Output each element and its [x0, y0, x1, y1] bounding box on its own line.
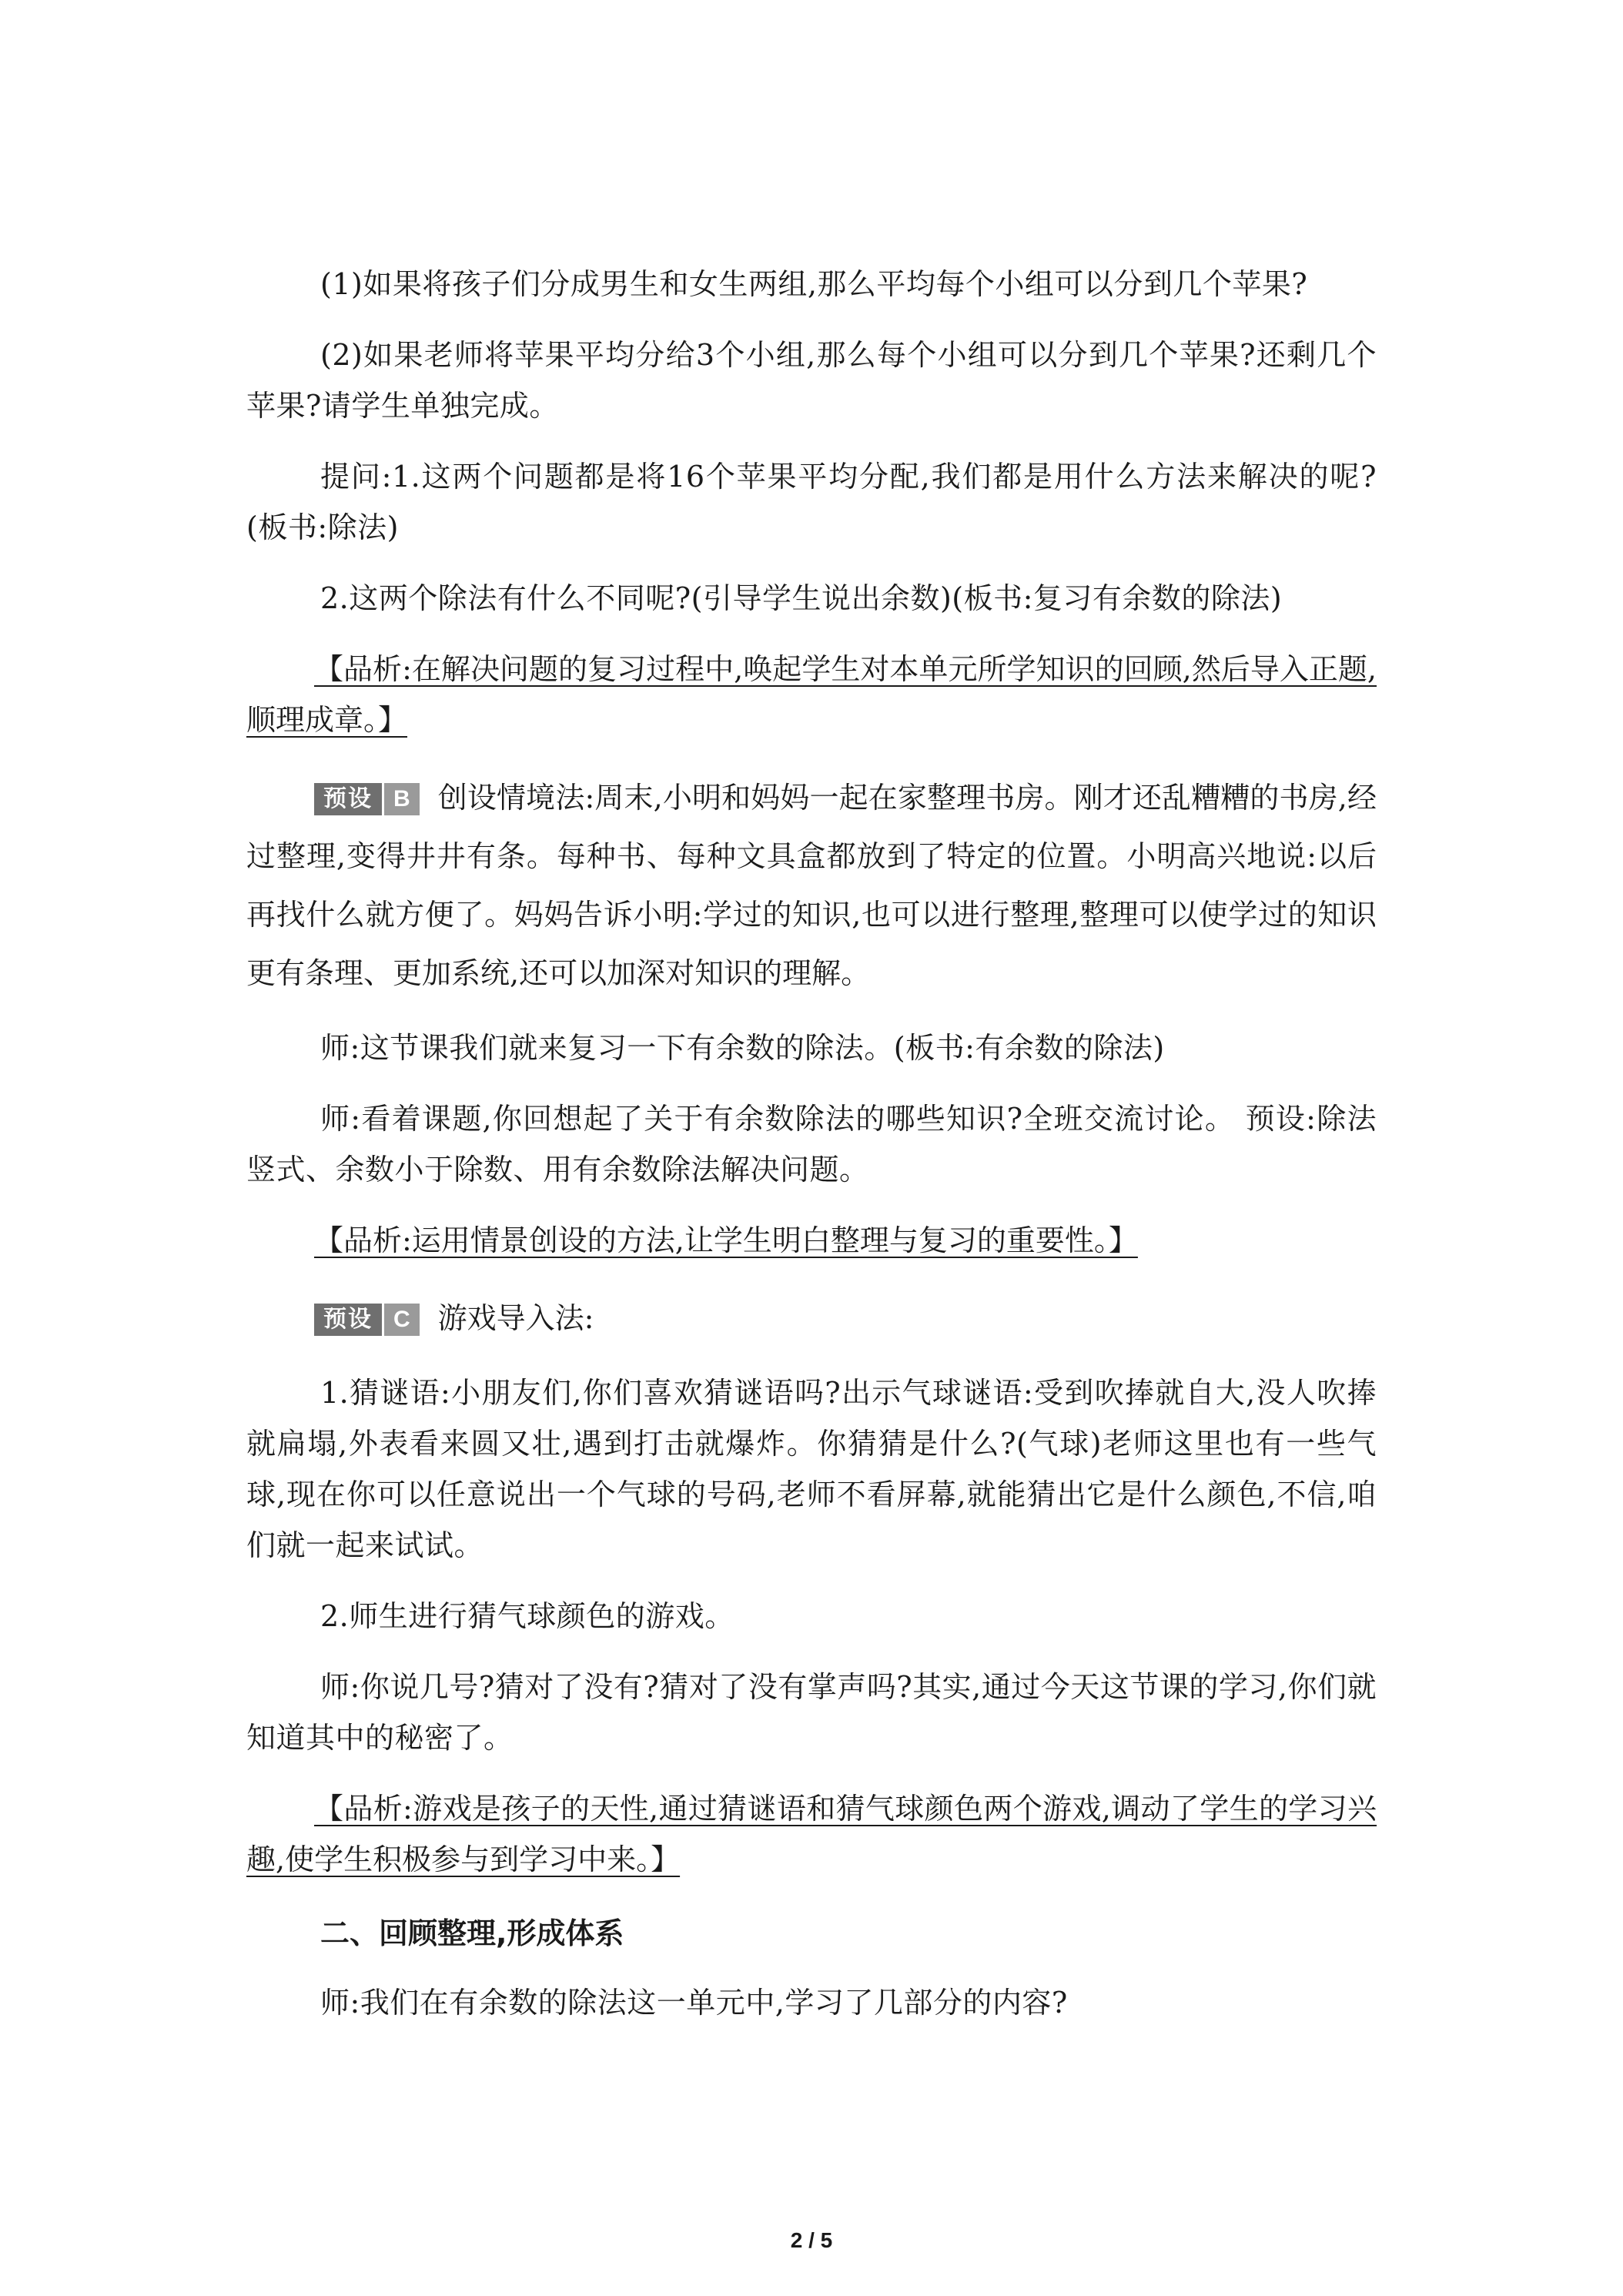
ask-1: 提问:1.这两个问题都是将16个苹果平均分配,我们都是用什么方法来解决的呢?(板书:除法) — [246, 460, 1377, 544]
ask-2: 2.这两个除法有什么不同呢?(引导学生说出余数)(板书:复习有余数的除法) — [320, 581, 1283, 615]
preset-c-badge-label: 预设 — [314, 1304, 382, 1336]
preset-b-badge — [314, 783, 420, 815]
game-paragraph: 2.师生进行猜气球颜色的游戏。 — [320, 1599, 735, 1633]
page-content — [246, 259, 1377, 2048]
preset-b-text: 创设情境法:周末,小明和妈妈一起在家整理书房。刚才还乱糟糟的书房,经过整理,变得井井有条。每种书、每种文具盒都放到了特定的位置。小明高兴地说:以后再找什么就方便了。妈妈告诉小明:学过的知识,也可以进行整理,整理可以使学过的知识更有条理、更加系统,还可以加深对知识的理解。 — [246, 781, 1377, 990]
page-number: 2 / 5 — [790, 2228, 833, 2252]
preset-b-badge-label: 预设 — [314, 783, 382, 815]
analysis-note-c — [246, 1783, 1377, 1885]
preset-b-paragraph — [246, 768, 1377, 1002]
preset-c-paragraph — [246, 1289, 1377, 1347]
teacher-line-2: 师:看着课题,你回想起了关于有余数除法的哪些知识?全班交流讨论。 预设:除法竖式、余数小于除数、用有余数除法解决问题。 — [246, 1102, 1377, 1186]
preset-c-text: 游戏导入法: — [437, 1301, 594, 1335]
analysis-note-b — [246, 1215, 1377, 1266]
riddle-paragraph: 1.猜谜语:小朋友们,你们喜欢猜谜语吗?出示气球谜语:受到吹捧就自大,没人吹捧就扁塌,外表看来圆又壮,遇到打击就爆炸。你猜猜是什么?(气球)老师这里也有一些气球,现在你可以任意说出一个气球的号码,老师不看屏幕,就能猜出它是什么颜色,不信,咱们就一起来试试。 — [246, 1376, 1377, 1562]
question-1: (1)如果将孩子们分成男生和女生两组,那么平均每个小组可以分到几个苹果? — [320, 267, 1308, 301]
analysis-note-a — [246, 644, 1377, 745]
question-2: (2)如果老师将苹果平均分给3个小组,那么每个小组可以分到几个苹果?还剩几个苹果?请学生单独完成。 — [246, 338, 1377, 423]
teacher-line-3: 师:你说几号?猜对了没有?猜对了没有掌声吗?其实,通过今天这节课的学习,你们就知道其中的秘密了。 — [246, 1670, 1377, 1755]
teacher-line-1: 师:这节课我们就来复习一下有余数的除法。(板书:有余数的除法) — [320, 1031, 1165, 1065]
analysis-note-c-text: 【品析:游戏是孩子的天性,通过猜谜语和猜气球颜色两个游戏,调动了学生的学习兴趣,使学生积极参与到学习中来。】 — [246, 1792, 1377, 1876]
section-heading-2: 二、回顾整理,形成体系 — [320, 1916, 624, 1950]
preset-b-badge-letter: B — [384, 783, 420, 815]
teacher-line-4: 师:我们在有余数的除法这一单元中,学习了几部分的内容? — [320, 1986, 1068, 2020]
preset-c-badge — [314, 1304, 420, 1336]
analysis-note-a-text: 【品析:在解决问题的复习过程中,唤起学生对本单元所学知识的回顾,然后导入正题,顺理成章。】 — [246, 652, 1377, 737]
preset-c-badge-letter: C — [384, 1304, 420, 1336]
analysis-note-b-text: 【品析:运用情景创设的方法,让学生明白整理与复习的重要性。】 — [314, 1223, 1138, 1257]
